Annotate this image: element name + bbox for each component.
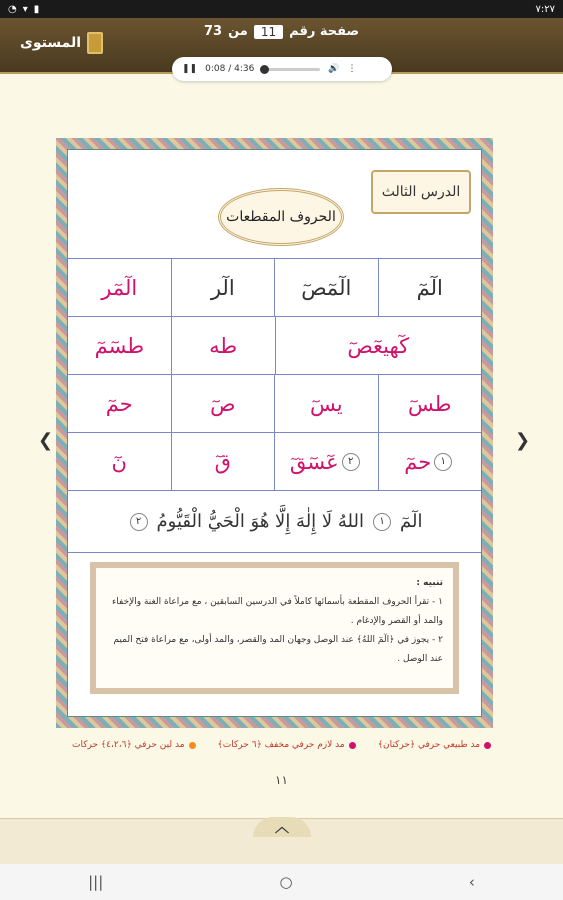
verse-row[interactable]: [68, 491, 481, 553]
letter-cell[interactable]: [171, 317, 275, 374]
letter-cell[interactable]: [68, 317, 171, 374]
letter-text: عٓسٓقٓ: [289, 449, 339, 474]
bottom-bar: [0, 818, 563, 864]
legend-item: [218, 740, 356, 750]
page-frame: [56, 138, 493, 728]
home-button[interactable]: ○: [279, 873, 293, 891]
android-nav-bar: [0, 864, 563, 900]
audio-player: [172, 57, 392, 81]
letter-cell[interactable]: [275, 317, 482, 374]
prev-page-arrow-icon[interactable]: ❮: [38, 430, 54, 451]
note-box: [90, 562, 459, 694]
letter-text: طسٓ: [408, 391, 452, 416]
pause-icon[interactable]: ❚❚: [182, 64, 198, 74]
expand-panel-button[interactable]: [253, 817, 311, 837]
status-time: ٧:٢٧: [535, 3, 555, 15]
note-item-1: ١ - تقرأ الحروف المقطعة بأسمائها كاملاً في الدرسين السابقين ، مع مراعاة الغنة والإخفاء والمد أو القصر والإدغام .: [112, 597, 443, 626]
legend-text: مد لين حرفي ﴿٤،٢،٦﴾ حركات: [71, 740, 185, 750]
number-badge: ٢: [130, 513, 148, 531]
letter-text: حمٓ: [105, 391, 133, 416]
grid-row: [68, 317, 481, 375]
page-content: [67, 149, 482, 717]
chevron-up-icon: ︿: [275, 820, 289, 836]
legend-dot-icon: [189, 742, 196, 749]
letter-text: قٓ: [214, 449, 231, 474]
legend-dot-icon: [484, 742, 491, 749]
letter-cell[interactable]: [68, 375, 171, 432]
letter-cell[interactable]: [378, 375, 482, 432]
legend-text: مد طبيعي حرفي ﴿حركتان﴾: [377, 740, 481, 750]
letter-text: كٓهيعٓصٓ: [347, 333, 410, 358]
page-footer-number: ١١: [275, 773, 288, 787]
audio-progress-slider[interactable]: [262, 68, 320, 71]
legend-text: مد لازم حرفي مخفف ﴿٦ حركات﴾: [217, 740, 345, 750]
number-badge: ١: [434, 453, 452, 471]
letters-grid: [68, 258, 481, 553]
book-icon: [87, 32, 103, 54]
letter-cell[interactable]: [378, 259, 482, 316]
number-badge: ٢: [342, 453, 360, 471]
volume-icon[interactable]: 🔊: [328, 64, 340, 74]
signal-icon: ▾: [22, 3, 28, 15]
legend: [0, 740, 563, 750]
letter-text: الٓمٓصٓ: [301, 275, 352, 300]
grid-row: [68, 375, 481, 433]
back-button[interactable]: ‹: [468, 873, 475, 891]
more-options-icon[interactable]: ⋮: [347, 64, 357, 74]
grid-row: [68, 259, 481, 317]
letter-text: نٓ: [111, 449, 127, 474]
letter-text: صٓ: [210, 391, 236, 416]
page-number-input[interactable]: 11: [254, 25, 283, 39]
legend-dot-icon: [349, 742, 356, 749]
recents-button[interactable]: |||: [88, 873, 104, 891]
grid-row: [68, 433, 481, 491]
letter-cell[interactable]: [171, 259, 275, 316]
legend-item: [378, 740, 491, 750]
next-page-arrow-icon[interactable]: ❯: [515, 430, 531, 451]
page-title: صفحة رقم 11 من 73: [204, 24, 360, 39]
number-badge: ١: [373, 513, 391, 531]
audio-time: 0:08 / 4:36: [205, 64, 255, 74]
note-item-2: ٢ - يجوز في ﴿الٓمٓ اللهُ﴾ عند الوصل وجهان المد والقصر، والمد أولى، مع مراعاة فتح الميم عند الوصل .: [113, 635, 443, 664]
letter-cell[interactable]: [171, 433, 275, 490]
battery-icon: ▮: [33, 3, 40, 15]
verse-start: الٓمٓ: [400, 511, 423, 532]
letter-cell[interactable]: [378, 433, 482, 490]
letter-text: طسٓمٓ: [94, 333, 145, 358]
letter-cell[interactable]: [68, 259, 171, 316]
wifi-icon: ◔: [8, 3, 17, 15]
audio-progress-thumb[interactable]: [260, 65, 269, 74]
legend-item: [72, 740, 196, 750]
letter-cell[interactable]: [274, 259, 378, 316]
letter-text: طه: [209, 333, 238, 358]
lesson-badge: الدرس الثالث: [371, 170, 471, 214]
letter-cell[interactable]: [274, 375, 378, 432]
letter-cell[interactable]: [274, 433, 378, 490]
status-icons-left: [8, 4, 39, 15]
letter-cell[interactable]: [171, 375, 275, 432]
letter-text: الٓر: [210, 275, 235, 300]
letter-text: حمٓ: [404, 449, 432, 474]
verse-text: اللهُ لَا إِلٰهَ إِلَّا هُوَ الْحَيُّ الْقَيُّومُ: [156, 511, 364, 532]
letter-cell[interactable]: [68, 433, 171, 490]
letter-text: يسٓ: [309, 391, 343, 416]
section-title: الحروف المقطعات: [218, 188, 344, 246]
level-button[interactable]: المستوى: [20, 32, 103, 54]
status-bar: [0, 0, 563, 18]
letter-text: الٓمٓ: [416, 275, 443, 300]
note-heading: تنبيه :: [416, 578, 443, 588]
letter-text: الٓمٓر: [101, 275, 138, 300]
